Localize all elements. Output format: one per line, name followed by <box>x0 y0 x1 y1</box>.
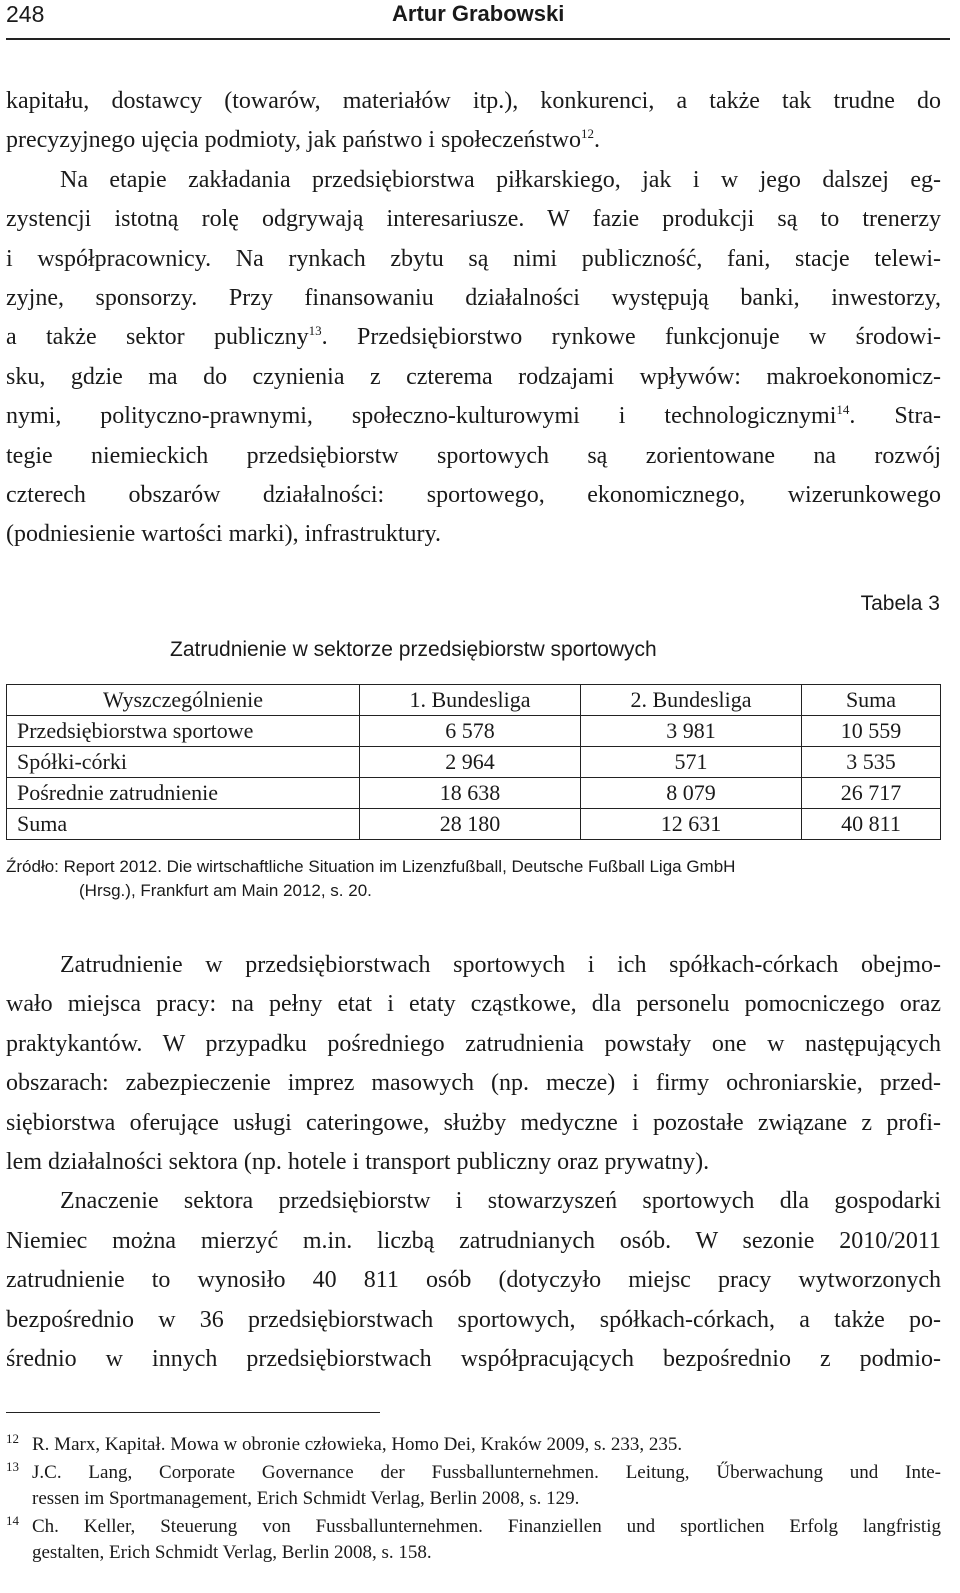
source-line: (Hrsg.), Frankfurt am Main 2012, s. 20. <box>79 881 372 900</box>
footnote-number: 12 <box>6 1431 19 1446</box>
footnote-line: gestalten, Erich Schmidt Verlag, Berlin 2008, s. 158. <box>32 1542 432 1563</box>
table-source-note <box>6 855 941 903</box>
text-segment: nymi, polityczno-prawnymi, społeczno-kulturowymi i technologicznymi <box>6 403 837 430</box>
table-header-row <box>7 685 941 716</box>
text-line: Niemiec można mierzyć m.in. liczbą zatrudnianych osób. W sezonie 2010/2011 <box>6 1227 941 1254</box>
table-label: Tabela 3 <box>860 592 940 615</box>
text-line: zystencji istotną rolę odgrywają interesariusze. W fazie produkcji są to trenerzy <box>6 206 941 233</box>
text-line: bezpośrednio w 36 przedsiębiorstwach sportowych, spółkach-córkach, a także po- <box>6 1306 941 1333</box>
footnote-13 <box>6 1460 941 1512</box>
table-header-cell: Wyszczególnienie <box>7 685 360 716</box>
table-header-cell: 2. Bundesliga <box>581 685 802 716</box>
table-row <box>7 778 941 809</box>
footnote-12 <box>6 1432 941 1458</box>
text-line: siębiorstwa oferujące usługi cateringowe, służby medyczne i pozostałe związane z profi- <box>6 1109 941 1136</box>
text-line: Na etapie zakładania przedsiębiorstwa piłkarskiego, jak i w jego dalszej eg- <box>60 166 941 193</box>
text-line: lem działalności sektora (np. hotele i transport publiczny oraz prywatny). <box>6 1148 710 1175</box>
table-cell: 3 535 <box>802 747 941 778</box>
running-header <box>6 0 950 40</box>
text-line: praktykantów. W przypadku pośredniego zatrudnienia powstały one w następujących <box>6 1030 941 1057</box>
table-cell: 10 559 <box>802 716 941 747</box>
table-header-cell: 1. Bundesliga <box>360 685 581 716</box>
table-cell: Suma <box>7 809 360 840</box>
footnote-ref[interactable]: 12 <box>580 126 594 142</box>
text-line: (podniesienie wartości marki), infrastruktury. <box>6 521 441 548</box>
text-line: sku, gdzie ma do czynienia z czterema rodzajami wpływów: makroekonomicz- <box>6 363 941 390</box>
body-paragraph-bottom <box>6 946 941 1379</box>
table-row <box>7 809 941 840</box>
footnote-separator <box>6 1412 380 1413</box>
footnote-number: 13 <box>6 1459 19 1474</box>
footnote-number: 14 <box>6 1513 19 1528</box>
table-cell: Spółki-córki <box>7 747 360 778</box>
table-row <box>7 747 941 778</box>
footnote-text <box>6 1432 941 1458</box>
text-line: zatrudnienie to wynosiło 40 811 osób (dotyczyło miejsc pracy wytworzonych <box>6 1267 941 1294</box>
table-cell: Pośrednie zatrudnienie <box>7 778 360 809</box>
table-cell: 571 <box>581 747 802 778</box>
text-line <box>6 397 941 436</box>
table-cell: 8 079 <box>581 778 802 809</box>
text-segment: a także sektor publiczny <box>6 324 309 351</box>
text-line: Znaczenie sektora przedsiębiorstw i stowarzyszeń sportowych dla gospodarki <box>60 1188 941 1215</box>
author-name: Artur Grabowski <box>392 1 565 26</box>
body-paragraph-top <box>6 82 941 555</box>
footnote-line: R. Marx, Kapitał. Mowa w obronie człowieka, Homo Dei, Kraków 2009, s. 233, 235. <box>32 1434 683 1455</box>
table-row <box>7 716 941 747</box>
footnote-14 <box>6 1514 941 1566</box>
table-cell: 26 717 <box>802 778 941 809</box>
table-cell: 18 638 <box>360 778 581 809</box>
source-line: Źródło: Report 2012. Die wirtschaftliche Situation im Lizenzfußball, Deutsche Fußball Liga GmbH <box>6 857 736 876</box>
text-line: zyjne, sponsorzy. Przy finansowaniu działalności występują banki, inwestorzy, <box>6 284 941 311</box>
footnote-line: Ch. Keller, Steuerung von Fussballunternehmen. Finanziellen und sportlichen Erfolg langfristig <box>32 1516 941 1537</box>
table-cell: 3 981 <box>581 716 802 747</box>
text-segment: . Przedsiębiorstwo rynkowe funkcjonuje w środowi- <box>321 324 941 351</box>
text-segment: . <box>593 127 600 154</box>
employment-table <box>6 684 941 840</box>
text-line: kapitału, dostawcy (towarów, materiałów itp.), konkurenci, a także tak trudne do <box>6 88 941 114</box>
text-line <box>6 121 941 160</box>
table-cell: 6 578 <box>360 716 581 747</box>
table-cell: 12 631 <box>581 809 802 840</box>
text-segment: . Stra- <box>849 403 941 430</box>
footnote-ref[interactable]: 14 <box>836 402 850 418</box>
footnote-text <box>6 1514 941 1566</box>
text-line: średnio w innych przedsiębiorstwach współpracujących bezpośrednio z podmio- <box>6 1345 941 1372</box>
footnote-line: J.C. Lang, Corporate Governance der Fussballunternehmen. Leitung, Űberwachung und Inte- <box>32 1462 941 1483</box>
table-title: Zatrudnienie w sektorze przedsiębiorstw sportowych <box>170 638 657 661</box>
text-line: obszarach: zabezpieczenie imprez masowych (np. mecze) i firmy ochroniarskie, przed- <box>6 1070 941 1097</box>
text-line: Zatrudnienie w przedsiębiorstwach sportowych i ich spółkach-córkach obejmo- <box>60 952 941 978</box>
footnote-ref[interactable]: 13 <box>308 323 322 339</box>
table-cell: 40 811 <box>802 809 941 840</box>
table-header-cell: Suma <box>802 685 941 716</box>
text-line: wało miejsca pracy: na pełny etat i etaty cząstkowe, dla personelu pomocniczego oraz <box>6 991 941 1018</box>
text-segment: precyzyjnego ujęcia podmioty, jak państwo i społeczeństwo <box>6 127 581 154</box>
footnote-text <box>6 1460 941 1512</box>
table-cell: Przedsiębiorstwa sportowe <box>7 716 360 747</box>
text-line: czterech obszarów działalności: sportowego, ekonomicznego, wizerunkowego <box>6 481 941 508</box>
text-line <box>6 318 941 357</box>
header-rule <box>6 38 950 40</box>
text-line: tegie niemieckich przedsiębiorstw sportowych są zorientowane na rozwój <box>6 442 941 469</box>
table-cell: 28 180 <box>360 809 581 840</box>
page-number: 248 <box>6 1 45 27</box>
text-line: i współpracownicy. Na rynkach zbytu są nimi publiczność, fani, stacje telewi- <box>6 245 941 272</box>
footnote-line: ressen im Sportmanagement, Erich Schmidt Verlag, Berlin 2008, s. 129. <box>32 1488 580 1509</box>
table-cell: 2 964 <box>360 747 581 778</box>
